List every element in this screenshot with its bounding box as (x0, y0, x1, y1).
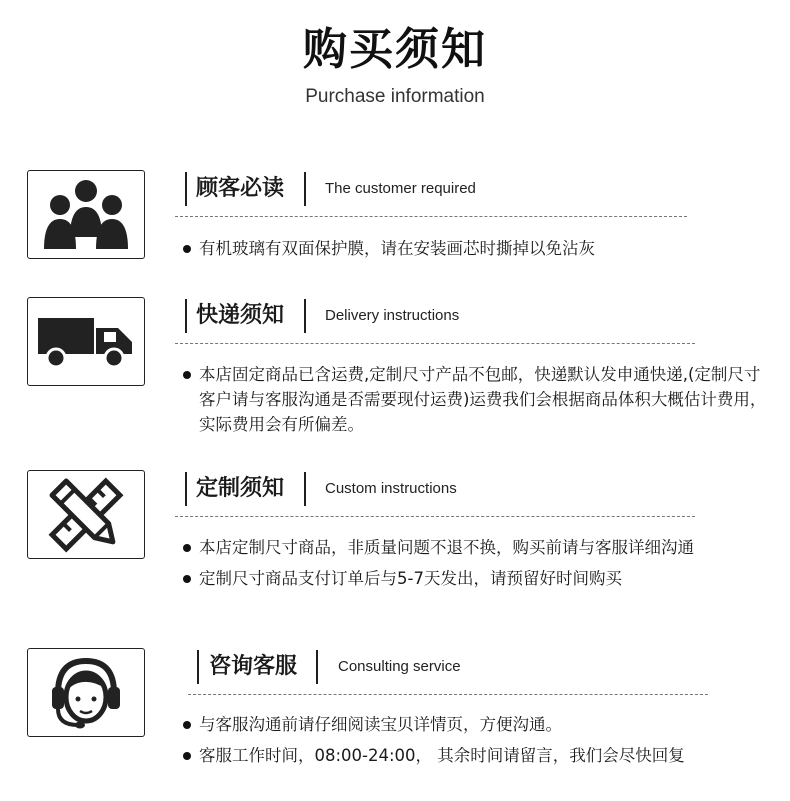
bullet-list (183, 362, 773, 443)
bullet-text: 客服工作时间，08:00-24:00， 其余时间请留言，我们会尽快回复 (199, 746, 685, 765)
bullet-dot (183, 575, 191, 583)
bullet-list (183, 535, 718, 597)
bullet-text: 本店定制尺寸商品，非质量问题不退不换，购买前请与客服详细沟通 (199, 538, 694, 557)
heading-divider-right (304, 172, 306, 206)
bullet-dot (183, 721, 191, 729)
pencil-ruler-icon (27, 470, 145, 559)
bullet-dot (183, 245, 191, 253)
page-subtitle: Purchase information (305, 86, 485, 107)
section-title-en: Consulting service (338, 658, 461, 675)
section-title-en: Custom instructions (325, 480, 457, 497)
section-title-en: Delivery instructions (325, 307, 460, 324)
list-item (183, 236, 783, 261)
bullet-text: 本店固定商品已含运费,定制尺寸产品不包邮，快递默认发申通快递,(定制尺寸客户请与客服沟通是否需要现付运费)运费我们会根据商品体积大概估计费用，实际费用会有所偏差。 (199, 365, 767, 434)
section-title-cn: 顾客必读 (196, 176, 285, 201)
list-item (183, 566, 718, 591)
people-group-icon (27, 170, 145, 259)
dashed-divider (175, 216, 687, 217)
bullet-dot (183, 371, 191, 379)
section-title-en: The customer required (325, 180, 476, 197)
list-item (183, 535, 718, 560)
delivery-truck-icon (27, 297, 145, 386)
dashed-divider (188, 694, 708, 695)
heading-divider-left (197, 650, 199, 684)
bullet-list (183, 712, 783, 774)
bullet-text: 定制尺寸商品支付订单后与5-7天发出，请预留好时间购买 (199, 569, 622, 588)
section-title-cn: 咨询客服 (209, 654, 298, 679)
heading-divider-right (316, 650, 318, 684)
heading-divider-left (185, 472, 187, 506)
dashed-divider (175, 343, 695, 344)
list-item (183, 743, 783, 768)
bullet-text: 与客服沟通前请仔细阅读宝贝详情页，方便沟通。 (199, 715, 562, 734)
page-title: 购买须知 (303, 24, 487, 75)
bullet-dot (183, 752, 191, 760)
dashed-divider (175, 516, 695, 517)
list-item (183, 362, 773, 437)
heading-divider-right (304, 299, 306, 333)
heading-divider-left (185, 299, 187, 333)
bullet-list (183, 236, 783, 267)
headset-agent-icon (27, 648, 145, 737)
heading-divider-left (185, 172, 187, 206)
section-title-cn: 定制须知 (196, 476, 285, 501)
section-title-cn: 快递须知 (196, 303, 285, 328)
list-item (183, 712, 783, 737)
heading-divider-right (304, 472, 306, 506)
bullet-text: 有机玻璃有双面保护膜，请在安装画芯时撕掉以免沾灰 (199, 239, 595, 258)
bullet-dot (183, 544, 191, 552)
